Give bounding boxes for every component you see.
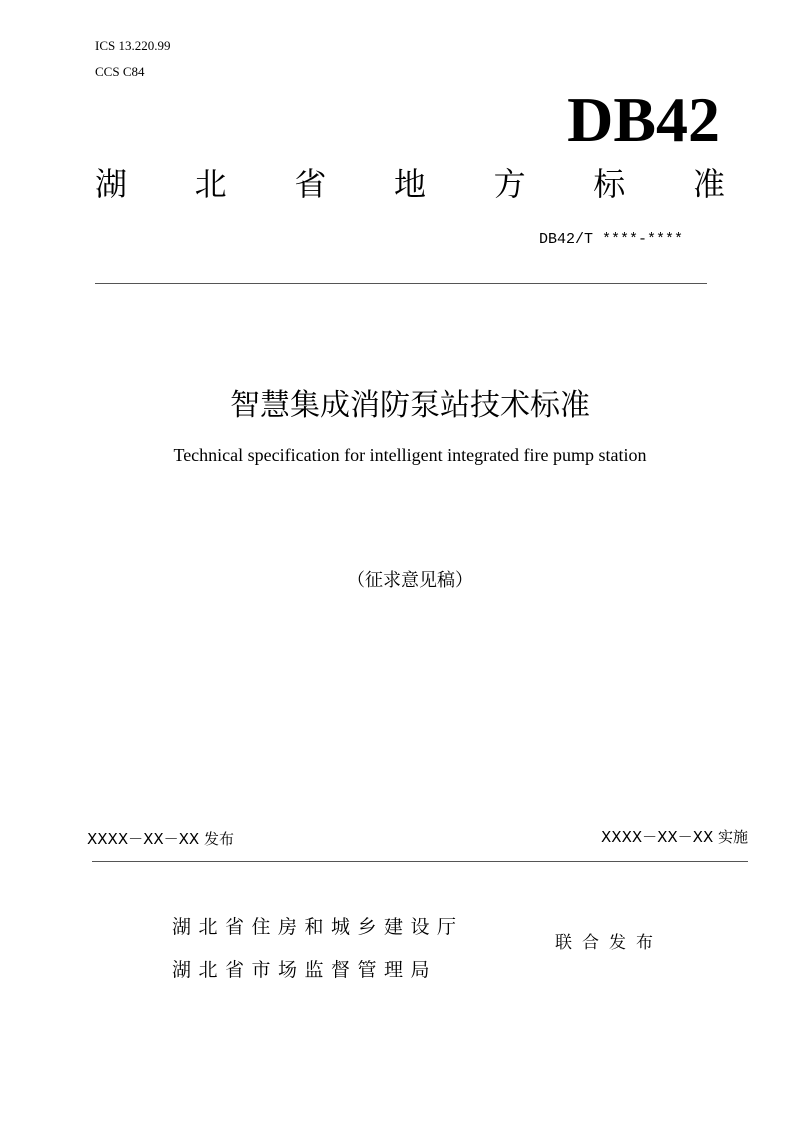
draft-label: （征求意见稿） [347, 570, 473, 591]
heading-char: 省 [294, 165, 327, 203]
document-title-cn: 智慧集成消防泵站技术标准 [230, 388, 590, 423]
heading-char: 地 [393, 165, 426, 203]
heading-char: 湖 [95, 165, 128, 203]
document-title-en: Technical specification for intelligent integrated fire pump station [173, 445, 647, 465]
issuer-market-regulation: 湖北省市场监督管理局 [172, 959, 438, 981]
standard-mark: DB42 [567, 84, 720, 155]
issuer-housing-dept: 湖北省住房和城乡建设厅 [172, 916, 464, 938]
heading-char: 准 [692, 165, 725, 203]
standard-code: DB42/T ****-**** [538, 231, 683, 248]
header-divider [95, 283, 707, 284]
standard-type-heading [95, 164, 725, 206]
publish-date: XXXX－XX－XX 发布 [87, 830, 234, 848]
heading-char: 方 [493, 165, 526, 203]
ics-code: ICS 13.220.99 [95, 38, 171, 53]
ccs-code: CCS C84 [95, 64, 145, 79]
footer-divider [92, 861, 748, 862]
joint-publish-label: 联合发布 [555, 933, 663, 953]
heading-char: 标 [593, 165, 626, 203]
implement-date: XXXX－XX－XX 实施 [601, 828, 748, 846]
heading-char: 北 [194, 165, 227, 203]
